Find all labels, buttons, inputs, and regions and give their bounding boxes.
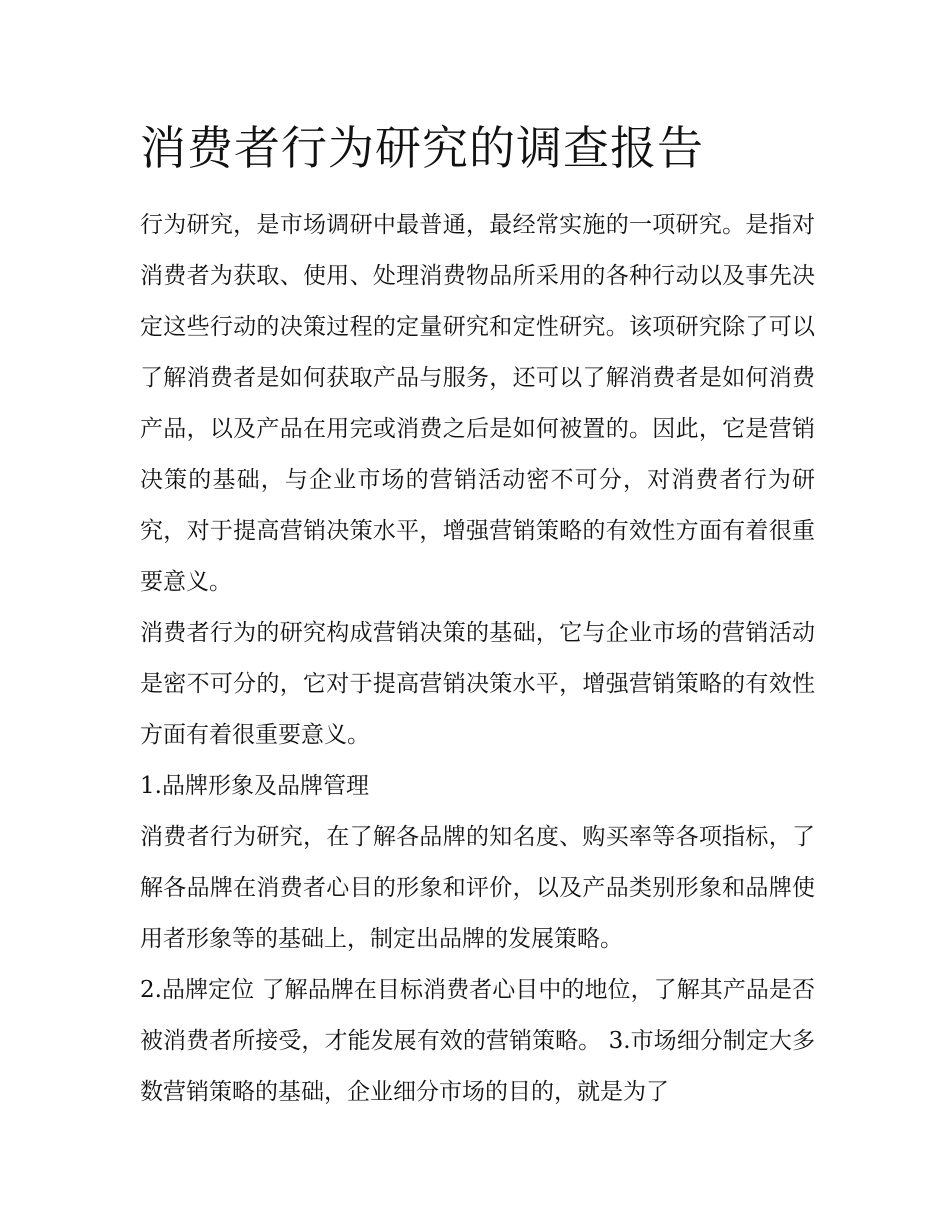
- section-heading-brand-image: 1.品牌形象及品牌管理: [140, 773, 369, 799]
- paragraph-basis: 消费者行为的研究构成营销决策的基础，它与企业市场的营销活动是密不可分的，它对于提高营销决策水平，增强营销策略的有效性方面有着很重要意义。: [140, 620, 815, 748]
- paragraph-intro: 行为研究，是市场调研中最普通，最经常实施的一项研究。是指对消费者为获取、使用、处理消费物品所采用的各种行动以及事先决定这些行动的决策过程的定量研究和定性研究。该项研究除了可以了解消费者是如何获取产品与服务，还可以了解消费者是如何消费产品，以及产品在用完或消费之后是如何被置的。因此，它是营销决策的基础，与企业市场的营销活动密不可分，对消费者行为研究，对于提高营销决策水平，增强营销策略的有效性方面有着很重要意义。: [140, 212, 815, 595]
- paragraph-brand-positioning: 2.品牌定位 了解品牌在目标消费者心目中的地位，了解其产品是否被消费者所接受，才能发展有效的营销策略。 3.市场细分制定大多数营销策略的基础，企业细分市场的目的，就是为了: [140, 977, 815, 1105]
- document-title: 消费者行为研究的调查报告: [140, 121, 704, 175]
- document-body: [140, 112, 815, 1118]
- paragraph-brand-image: 消费者行为研究，在了解各品牌的知名度、购买率等各项指标，了解各品牌在消费者心目的形象和评价，以及产品类别形象和品牌使用者形象等的基础上，制定出品牌的发展策略。: [140, 824, 815, 952]
